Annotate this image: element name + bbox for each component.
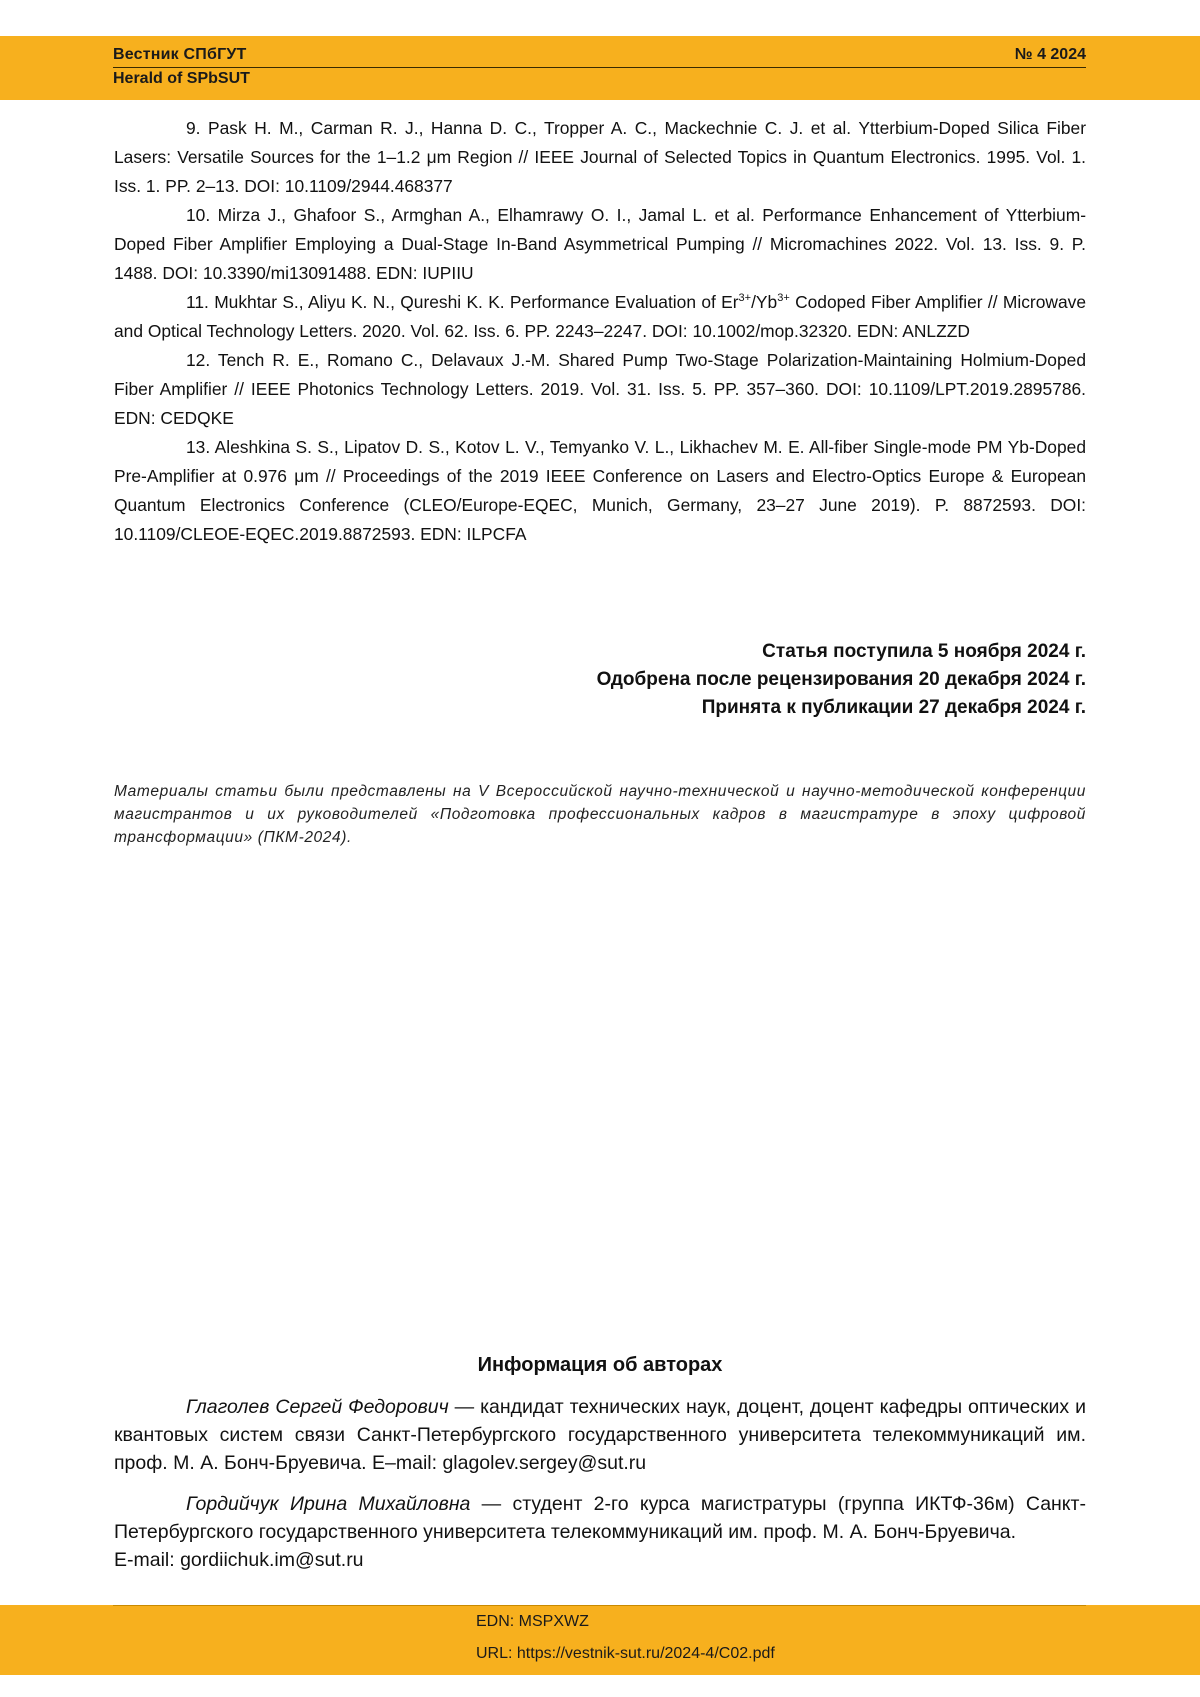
author-email: E-mail: gordiichuk.im@sut.ru [114,1549,364,1571]
authors-heading: Информация об авторах [477,1354,723,1376]
author-info [114,1393,1086,1477]
reference-list [114,114,1086,549]
author-name: Гордийчук Ирина Михайловна [186,1493,471,1515]
issue-number: № 4 2024 [1014,46,1086,63]
footer-rule [113,1605,1086,1606]
author-info [114,1490,1086,1574]
date-accepted: Принята к публикации 27 декабря 2024 г. [701,697,1086,718]
author-paragraph [114,1490,1086,1546]
date-approved: Одобрена после рецензирования 20 декабря 2024 г. [596,669,1086,690]
footer-url[interactable]: URL: https://vestnik-sut.ru/2024-4/C02.pdf [476,1645,775,1662]
conference-note: Материалы статьи были представлены на V Всероссийской научно-технической и научно-методической конференции магистрантов и их руководителей «Подготовка профессиональных кадров в магистратуре в эпоху цифровой трансформации» (ПКМ-2024). [114,783,1086,846]
journal-title-ru: Вестник СПбГУТ [113,46,247,63]
reference-item: 13. Aleshkina S. S., Lipatov D. S., Kotov L. V., Temyanko V. L., Likhachev M. E. All-fiber Single-mode PM Yb-Doped Pre-Amplifier at 0.976 μm // Proceedings of the 2019 IEEE Conference on Lasers and Electro-Optics Europe & European Quantum Electronics Conference (CLEO/Europe-EQEC, Munich, Germany, 23–27 June 2019). P. 8872593. DOI: 10.1109/CLEOE-EQEC.2019.8872593. EDN: ILPCFA [114,437,1086,544]
author-description: — студент 2-го курса магистратуры (группа ИКТФ-36м) Санкт-Петербургского государственного университета телекоммуникаций им. проф. М. А. Бонч-Бруевича. [114,1493,1086,1543]
reference-item: 12. Tench R. E., Romano C., Delavaux J.-M. Shared Pump Two-Stage Polarization-Maintaining Holmium-Doped Fiber Amplifier // IEEE Photonics Technology Letters. 2019. Vol. 31. Iss. 5. PP. 357–360. DOI: 10.1109/LPT.2019.2895786. EDN: CEDQKE [114,350,1086,428]
article-dates [597,638,1086,722]
author-description: — кандидат технических наук, доцент, доцент кафедры оптических и квантовых систем связи Санкт-Петербургского государственного университета телекоммуникаций им. проф. М. А. Бонч-Бруевича. E–mail: glagolev.sergey@sut.ru [114,1396,1086,1474]
reference-text: /Yb [751,292,778,312]
footer-edn: EDN: MSPXWZ [476,1613,589,1630]
reference-item: 9. Pask H. M., Carman R. J., Hanna D. C., Tropper A. C., Mackechnie C. J. et al. Ytterbium-Doped Silica Fiber Lasers: Versatile Sources for the 1–1.2 μm Region // IEEE Journal of Selected Topics in Quantum Electronics. 1995. Vol. 1. Iss. 1. PP. 2–13. DOI: 10.1109/2944.468377 [114,118,1086,196]
reference-item: 10. Mirza J., Ghafoor S., Armghan A., Elhamrawy O. I., Jamal L. et al. Performance Enhancement of Ytterbium-Doped Fiber Amplifier Employing a Dual-Stage In-Band Asymmetrical Pumping // Micromachines 2022. Vol. 13. Iss. 9. P. 1488. DOI: 10.3390/mi13091488. EDN: IUPIIU [114,205,1086,283]
reference-item [114,288,1086,346]
superscript: 3+ [738,292,752,305]
page-footer [0,1605,1200,1675]
reference-text: 11. Mukhtar S., Aliyu K. N., Qureshi K. K. Performance Evaluation of Er [186,292,739,312]
page-header [0,36,1200,100]
superscript: 3+ [777,292,790,305]
header-rule [113,67,1086,68]
author-paragraph [114,1393,1086,1477]
date-received: Статья поступила 5 ноября 2024 г. [762,641,1086,662]
journal-title-en: Herald of SPbSUT [113,70,250,87]
reference-text: Codoped Fiber Amplifier // Microwave and Optical Technology Letters. 2020. Vol. 62. Iss. 6. PP. 2243–2247. DOI: 10.1002/mop.32320. EDN: ANLZZD [114,292,1086,341]
author-name: Глаголев Сергей Федорович [186,1396,449,1418]
